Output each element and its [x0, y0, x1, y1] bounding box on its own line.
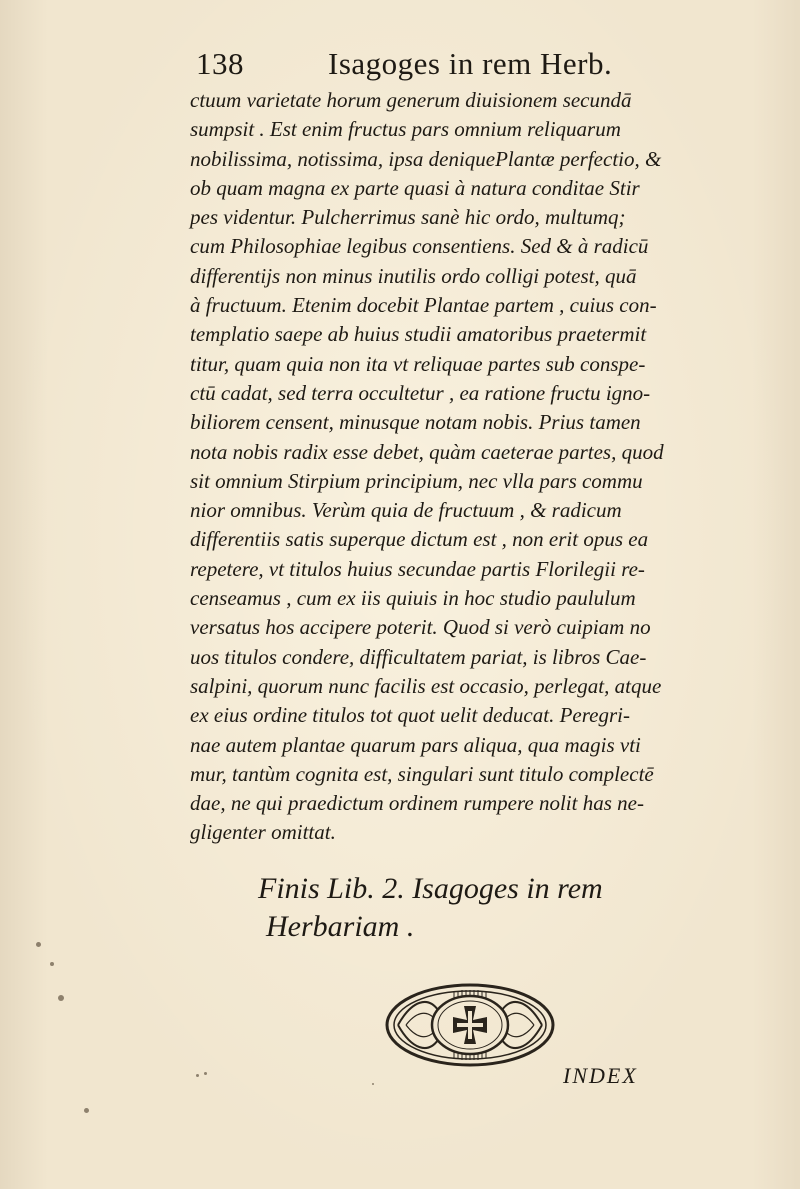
- text-line: sit omnium Stirpium principium, nec vlla pars commu: [190, 468, 643, 493]
- text-line: ctuum varietate horum generum diuisionem secundā: [190, 88, 632, 112]
- page-number: 138: [196, 46, 244, 81]
- text-line: biliorem censent, minusque notam nobis. Prius tamen: [190, 410, 641, 435]
- colophon-line: Finis Lib. 2. Isagoges in rem: [258, 872, 603, 905]
- text-line: repetere, vt titulos huius secundae partis Florilegii re-: [190, 556, 645, 581]
- text-line: nior omnibus. Verùm quia de fructuum , & radicum: [190, 498, 622, 523]
- text-line: censeamus , cum ex iis quiuis in hoc studio paululum: [190, 586, 636, 611]
- text-line: dae, ne qui praedictum ordinem rumpere nolit has ne-: [190, 791, 644, 816]
- text-line: uos titulos condere, difficultatem pariat, is libros Cae-: [190, 644, 647, 669]
- running-title: Isagoges in rem Herb.: [328, 46, 613, 81]
- page-header: [196, 46, 656, 90]
- ink-speck: [50, 962, 54, 966]
- text-line: nota nobis radix esse debet, quàm caeterae partes, quod: [190, 439, 664, 464]
- text-line: nobilissima, notissima, ipsa deniquePlantæ perfectio, &: [190, 146, 662, 171]
- ink-speck: [58, 995, 64, 1001]
- ink-speck: [196, 1074, 199, 1077]
- text-line: ex eius ordine titulos tot quot uelit deducat. Peregri-: [190, 703, 630, 728]
- text-line: sumpsit . Est enim fructus pars omnium reliquarum: [190, 117, 621, 142]
- text-line: titur, quam quia non ita vt reliquae partes sub conspe-: [190, 351, 646, 376]
- text-line: salpini, quorum nunc facilis est occasio, perlegat, atque: [190, 673, 662, 698]
- ink-speck: [372, 1083, 374, 1085]
- text-line: versatus hos accipere poterit. Quod si verò cuipiam no: [190, 615, 651, 640]
- text-line: nae autem plantae quarum pars aliqua, qua magis vti: [190, 732, 641, 757]
- cross-ornament-icon: [384, 982, 556, 1068]
- text-line: gligenter omittat.: [190, 820, 336, 845]
- text-line: templatio saepe ab huius studii amatoribus praetermit: [190, 322, 647, 347]
- colophon-line: Herbariam .: [266, 910, 415, 943]
- colophon: [258, 870, 718, 946]
- ink-speck: [204, 1072, 207, 1075]
- ink-speck: [84, 1108, 89, 1113]
- body-text: [190, 86, 750, 848]
- catchword: INDEX: [563, 1063, 638, 1088]
- text-line: cum Philosophiae legibus consentiens. Sed & à radicū: [190, 234, 649, 259]
- text-line: à fructuum. Etenim docebit Plantae partem , cuius con-: [190, 293, 657, 318]
- text-line: pes videntur. Pulcherrimus sanè hic ordo, multumq;: [190, 205, 626, 230]
- text-line: differentijs non minus inutilis ordo colligi potest, quā: [190, 263, 637, 288]
- text-line: ob quam magna ex parte quasi à natura conditae Stir: [190, 175, 640, 200]
- ink-speck: [36, 942, 41, 947]
- text-line: differentiis satis superque dictum est , non erit opus ea: [190, 527, 649, 552]
- text-line: mur, tantùm cognita est, singulari sunt titulo complectē: [190, 761, 654, 786]
- text-line: ctū cadat, sed terra occultetur , ea ratione fructu igno-: [190, 380, 651, 405]
